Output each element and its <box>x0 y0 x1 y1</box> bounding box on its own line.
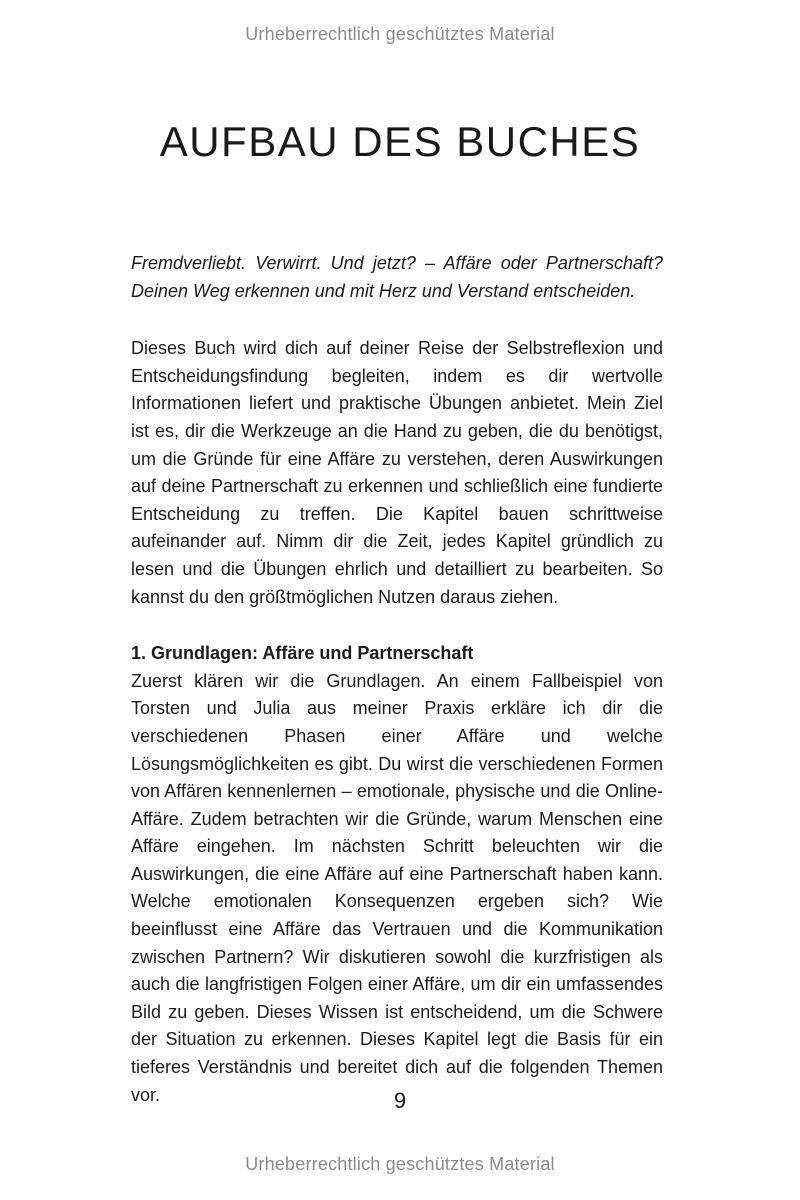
book-subtitle: Fremdverliebt. Verwirrt. Und jetzt? – Affäre oder Partnerschaft? Deinen Weg erkennen und mit Herz und Verstand entscheiden. <box>131 253 663 301</box>
page-content <box>131 250 663 1109</box>
copyright-watermark-top: Urheberrechtlich geschütztes Material <box>245 24 555 44</box>
section-heading: 1. Grundlagen: Affäre und Partnerschaft <box>131 643 474 664</box>
intro-paragraph: Dieses Buch wird dich auf deiner Reise der Selbstreflexion und Entscheidungsfindung begleiten, indem es dir wertvolle Informationen liefert und praktische Übungen anbietet. Mein Ziel ist es, dir die Werkzeuge an die Hand zu geben, die du benötigst, um die Gründe für eine Affäre zu verstehen, deren Auswirkungen auf deine Partnerschaft zu erkennen und schließlich eine fundierte Entscheidung zu treffen. Die Kapitel bauen schrittweise aufeinander auf. Nimm dir die Zeit, jedes Kapitel gründlich zu lesen und die Übungen ehrlich und detailliert zu bearbeiten. So kannst du den größtmöglichen Nutzen daraus ziehen. <box>131 338 663 607</box>
section-body: Zuerst klären wir die Grundlagen. An einem Fallbeispiel von Torsten und Julia aus meiner Praxis erkläre ich dir die verschiedenen Phasen einer Affäre und welche Lösungsmöglichkeiten es gibt. Du wirst die verschiedenen Formen von Affären kennenlernen – emotionale, physische und die Online-Affäre. Zudem betrachten wir die Gründe, warum Menschen eine Affäre eingehen. Im nächsten Schritt beleuchten wir die Auswirkungen, die eine Affäre auf eine Partnerschaft haben kann. Welche emotionalen Konsequenzen ergeben sich? Wie beeinflusst eine Affäre das Vertrauen und die Kommunikation zwischen Partnern? Wir diskutieren sowohl die kurzfristigen als auch die langfristigen Folgen einer Affäre, um dir ein umfassendes Bild zu geben. Dieses Wissen ist entscheidend, um die Schwere der Situation zu erkennen. Dieses Kapitel legt die Basis für ein tieferes Verständnis und bereitet dich auf die folgenden Themen vor. <box>131 670 663 1105</box>
copyright-watermark-bottom: Urheberrechtlich geschütztes Material <box>245 1154 555 1174</box>
chapter-title: AUFBAU DES BUCHES <box>159 118 641 165</box>
page-number: 9 <box>393 1088 407 1113</box>
